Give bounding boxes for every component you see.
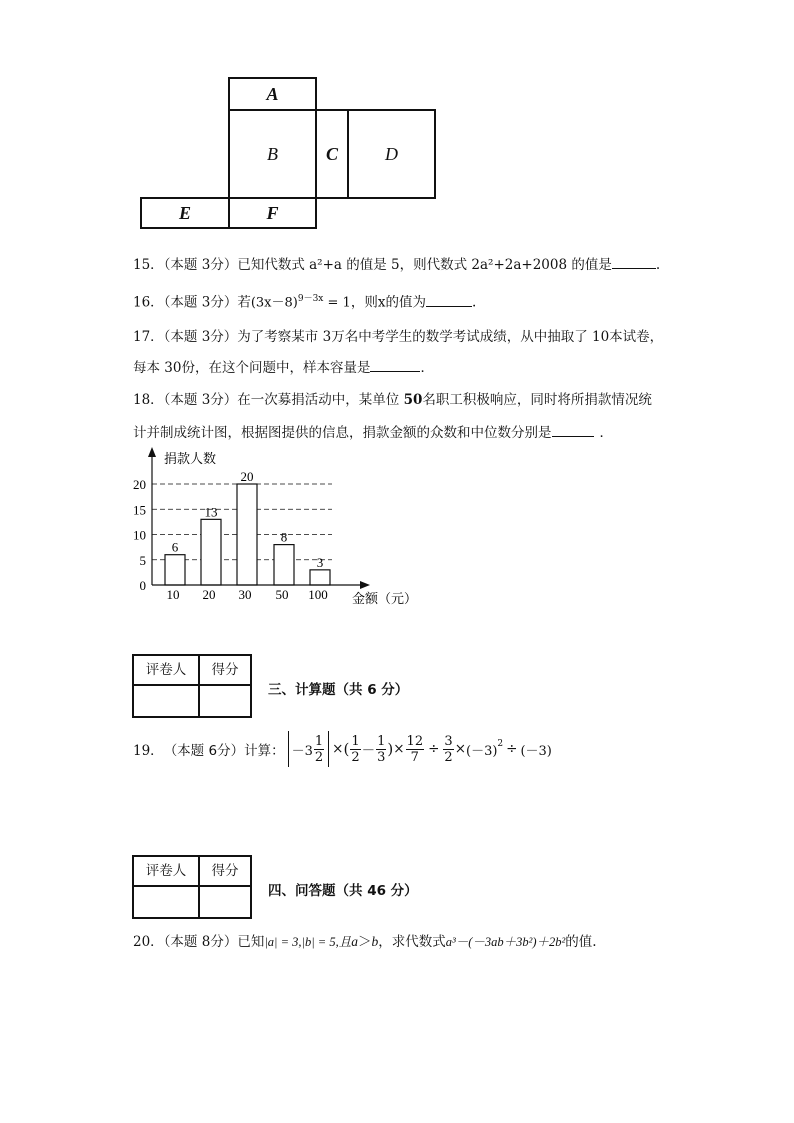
q15-answer-blank[interactable] — [612, 254, 656, 269]
face-label-d: D — [385, 143, 398, 164]
section-4-title: 四、问答题（共 46 分） — [268, 883, 418, 899]
q20-a: a — [351, 934, 358, 949]
grader-box-1 — [132, 654, 252, 718]
q20-prefix: （本题 8分）已知 — [163, 934, 265, 950]
q19-frac-half — [350, 734, 360, 765]
q19-prefix: （本题 6分）计算： — [163, 743, 285, 759]
q16-base: (3x－8) — [250, 295, 298, 311]
y-tick-label: 10 — [133, 527, 146, 543]
donation-bar-chart — [120, 445, 420, 615]
q19-minus: － — [361, 743, 376, 759]
q18-end: ． — [599, 425, 613, 441]
y-axis-arrow — [148, 447, 156, 457]
net-face-d — [347, 109, 436, 199]
q19-half-num: 1 — [351, 733, 360, 749]
q19-minus3: －3 — [291, 743, 313, 759]
q16-suffix: ，则x的值为 — [350, 294, 426, 311]
q20-number: 20． — [133, 934, 164, 950]
q19-div-2: ÷ — [506, 741, 518, 757]
q19-third-den: 3 — [377, 749, 386, 765]
x-axis-arrow — [360, 581, 370, 589]
q19-frac-12-7 — [406, 734, 425, 765]
q19-2-den: 2 — [444, 749, 453, 765]
x-tick-label: 20 — [202, 587, 216, 602]
q17-line2-text: 每本 30份，在这个问题中，样本容量是 — [133, 360, 371, 376]
grader-header-reviewer: 评卷人 — [145, 662, 187, 678]
cube-net-figure — [140, 77, 436, 229]
q19-3-num: 3 — [444, 733, 453, 749]
q19-neg3-sq-base: (－3) — [466, 743, 498, 759]
q19-square: 2 — [497, 739, 504, 749]
q16-answer-blank[interactable] — [426, 292, 472, 307]
question-17-line2 — [133, 357, 434, 378]
q19-frac-3-2 — [443, 734, 453, 765]
q18-line1-bold: 50 — [403, 392, 423, 408]
y-tick-label: 15 — [133, 502, 146, 518]
grader2-header-reviewer: 评卷人 — [145, 863, 187, 879]
bar-data-label: 3 — [316, 554, 324, 570]
x-axis-title: 金额（元） — [352, 592, 418, 607]
q19-paren-close: ) — [387, 740, 394, 758]
q18-answer-blank[interactable] — [552, 422, 594, 437]
bar — [165, 555, 185, 585]
q19-frac-third — [376, 734, 386, 765]
bar — [310, 570, 330, 585]
q19-7-den: 7 — [410, 749, 419, 765]
bar-data-label: 6 — [171, 539, 179, 555]
q19-times-1: × — [332, 741, 344, 757]
q19-number: 19． — [133, 743, 164, 759]
y-tick-label: 5 — [139, 552, 146, 568]
question-18-line2 — [133, 422, 613, 443]
y-tick-label: 0 — [139, 578, 146, 593]
q16-prefix: （本题 3分）若 — [163, 294, 251, 311]
q19-mixed-frac — [314, 734, 324, 765]
q16-equals: = 1 — [323, 295, 351, 311]
q17-answer-blank[interactable] — [370, 357, 420, 372]
bar — [237, 484, 257, 585]
face-label-c: C — [325, 143, 338, 164]
q20-b: b — [371, 934, 379, 949]
net-face-a — [228, 77, 317, 111]
question-20 — [133, 932, 597, 952]
x-tick-label: 30 — [238, 587, 252, 602]
question-15 — [133, 254, 660, 275]
net-face-b — [228, 109, 317, 199]
q19-abs-left — [288, 731, 289, 767]
grader-header-score: 得分 — [211, 662, 239, 678]
q15-end: . — [655, 257, 661, 273]
grader-box-2 — [132, 855, 252, 919]
q20-suffix: 的值. — [565, 934, 597, 950]
x-tick-label: 50 — [275, 587, 289, 602]
bar — [274, 545, 294, 585]
x-tick-label: 100 — [308, 587, 328, 602]
q15-number: 15． — [133, 257, 164, 273]
face-label-e: E — [178, 202, 191, 223]
net-face-f — [228, 197, 317, 229]
q16-exponent: 9－3x — [297, 294, 324, 304]
bar-data-label: 20 — [240, 469, 254, 484]
question-16 — [133, 289, 476, 314]
q19-div-1: ÷ — [428, 741, 440, 757]
grader2-header-score: 得分 — [211, 863, 239, 879]
bar-data-label: 13 — [204, 504, 218, 520]
q19-paren-open: ( — [343, 740, 350, 758]
y-tick-label: 20 — [133, 477, 146, 492]
q19-half-den: 2 — [351, 749, 360, 765]
q16-number: 16． — [133, 294, 164, 311]
section-3-title: 三、计算题（共 6 分） — [268, 682, 409, 698]
q15-text: （本题 3分）已知代数式 a²+a 的值是 5，则代数式 2a²+2a+2008 的值是 — [163, 257, 612, 273]
q18-line2-text: 计并制成统计图，根据图提供的信息，捐款金额的众数和中位数分别是 — [133, 425, 552, 441]
q19-third-num: 1 — [377, 733, 386, 749]
q17-end: ． — [420, 360, 434, 376]
q20-condition: |a| = 3,|b| = 5,且 — [264, 935, 352, 949]
q18-line1-a: 18．（本题 3分）在一次募捐活动中，某单位 — [133, 392, 404, 408]
q19-abs-right — [328, 731, 329, 767]
q20-gt: ＞ — [357, 934, 372, 950]
net-face-e — [140, 197, 230, 229]
bar-data-label: 8 — [280, 529, 288, 545]
q19-mixed-num: 1 — [314, 733, 324, 749]
question-18-line1 — [133, 390, 652, 410]
question-17-line1: 17．（本题 3分）为了考察某市 3万名中考学生的数学考试成绩，从中抽取了 10本试卷， — [133, 329, 664, 345]
net-face-c — [315, 109, 349, 199]
bar — [201, 519, 221, 585]
q16-end: . — [471, 294, 477, 311]
y-axis-title: 捐款人数 — [164, 452, 217, 467]
face-label-f: F — [266, 202, 279, 223]
q19-12-num: 12 — [406, 733, 424, 749]
q20-mid: ，求代数式 — [378, 934, 446, 950]
q19-mixed-den: 2 — [314, 749, 324, 765]
q19-times-3: × — [454, 741, 466, 757]
question-19 — [133, 729, 552, 769]
q18-line1-b: 名职工积极响应，同时将所捐款情况统 — [422, 392, 652, 408]
q19-neg3: (－3) — [520, 743, 552, 759]
x-tick-label: 10 — [166, 587, 180, 602]
q19-times-2: × — [393, 741, 405, 757]
q20-expression: a³－(－3ab＋3b²)＋2b² — [445, 935, 566, 949]
face-label-a: A — [266, 83, 279, 104]
face-label-b: B — [267, 143, 278, 164]
